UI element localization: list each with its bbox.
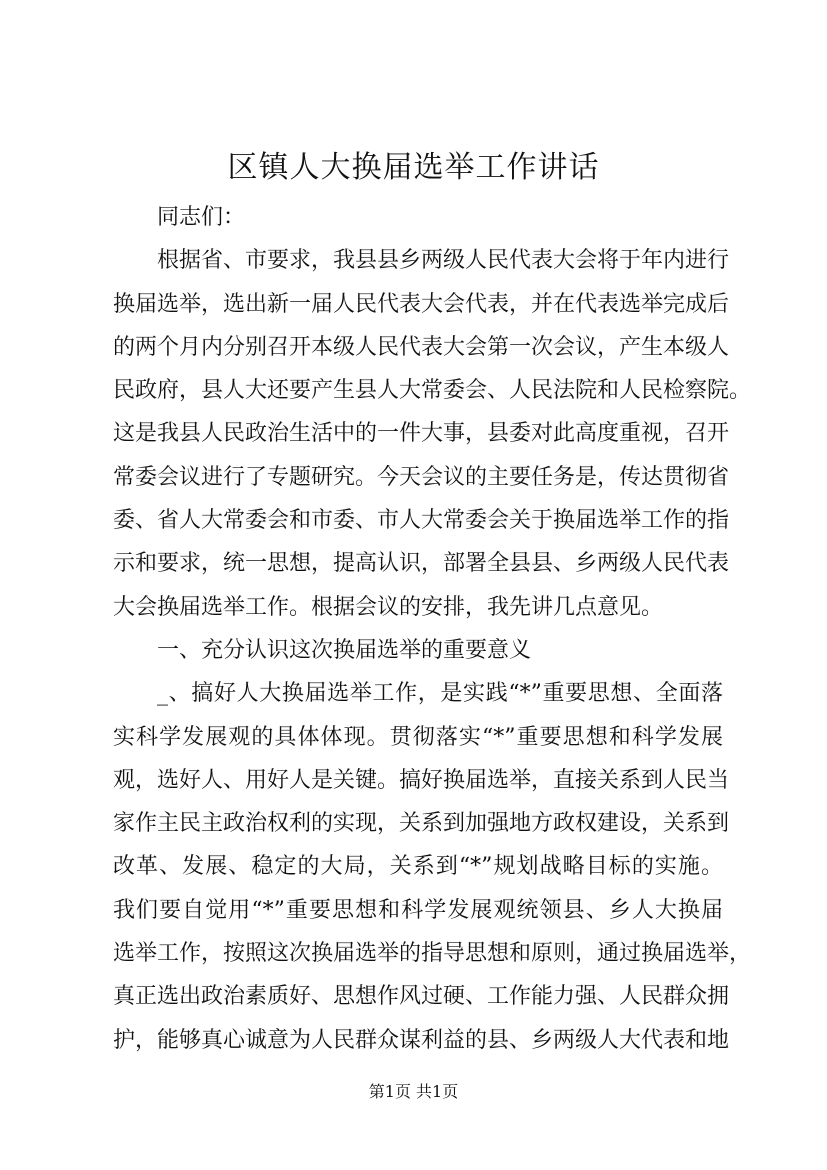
document-title: 区镇人大换届选举工作讲话: [227, 150, 600, 185]
text-line: 选举工作，按照这次换届选举的指导思想和原则，通过换届选举，: [113, 941, 752, 967]
text-line: 大会换届选举工作。根据会议的安排，我先讲几点意见。: [113, 594, 664, 620]
text-line: 这是我县人民政治生活中的一件大事，县委对此高度重视，召开: [113, 421, 730, 447]
text-line: 同志们：: [157, 205, 246, 230]
text-line: 真正选出政治素质好、思想作风过硬、工作能力强、人民群众拥: [113, 984, 730, 1010]
text-line: 的两个月内分别召开本级人民代表大会第一次会议，产生本级人: [113, 334, 730, 360]
text-line: 我们要自觉用“*”重要思想和科学发展观统领县、乡人大换届: [113, 897, 723, 923]
text-line: 示和要求，统一思想，提高认识，部署全县县、乡两级人民代表: [113, 551, 730, 577]
text-line: 实科学发展观的具体体现。贯彻落实“*”重要思想和科学发展: [113, 724, 723, 750]
text-line: 家作主民主政治权利的实现，关系到加强地方政权建设，关系到: [113, 811, 730, 837]
text-line: 改革、发展、稳定的大局，关系到“*”规划战略目标的实施。: [113, 854, 723, 880]
document-body: [113, 196, 752, 1062]
text-line: 根据省、市要求，我县县乡两级人民代表大会将于年内进行: [157, 248, 730, 274]
text-line: 观，选好人、用好人是关键。搞好换届选举，直接关系到人民当: [113, 767, 730, 793]
text-line: 护，能够真心诚意为人民群众谋利益的县、乡两级人大代表和地: [113, 1027, 730, 1053]
text-line: 委、省人大常委会和市委、市人大常委会关于换届选举工作的指: [113, 508, 730, 534]
text-line: 常委会议进行了专题研究。今天会议的主要任务是，传达贯彻省: [113, 464, 730, 490]
text-line: _、搞好人大换届选举工作，是实践“*”重要思想、全面落: [157, 681, 723, 707]
text-line: 民政府，县人大还要产生县人大常委会、人民法院和人民检察院。: [113, 378, 752, 404]
page-footer: 第1页 共1页: [368, 1082, 459, 1101]
text-line: 换届选举，选出新一届人民代表大会代表，并在代表选举完成后: [113, 291, 730, 317]
text-line: 一、充分认识这次换届选举的重要意义: [157, 637, 532, 663]
